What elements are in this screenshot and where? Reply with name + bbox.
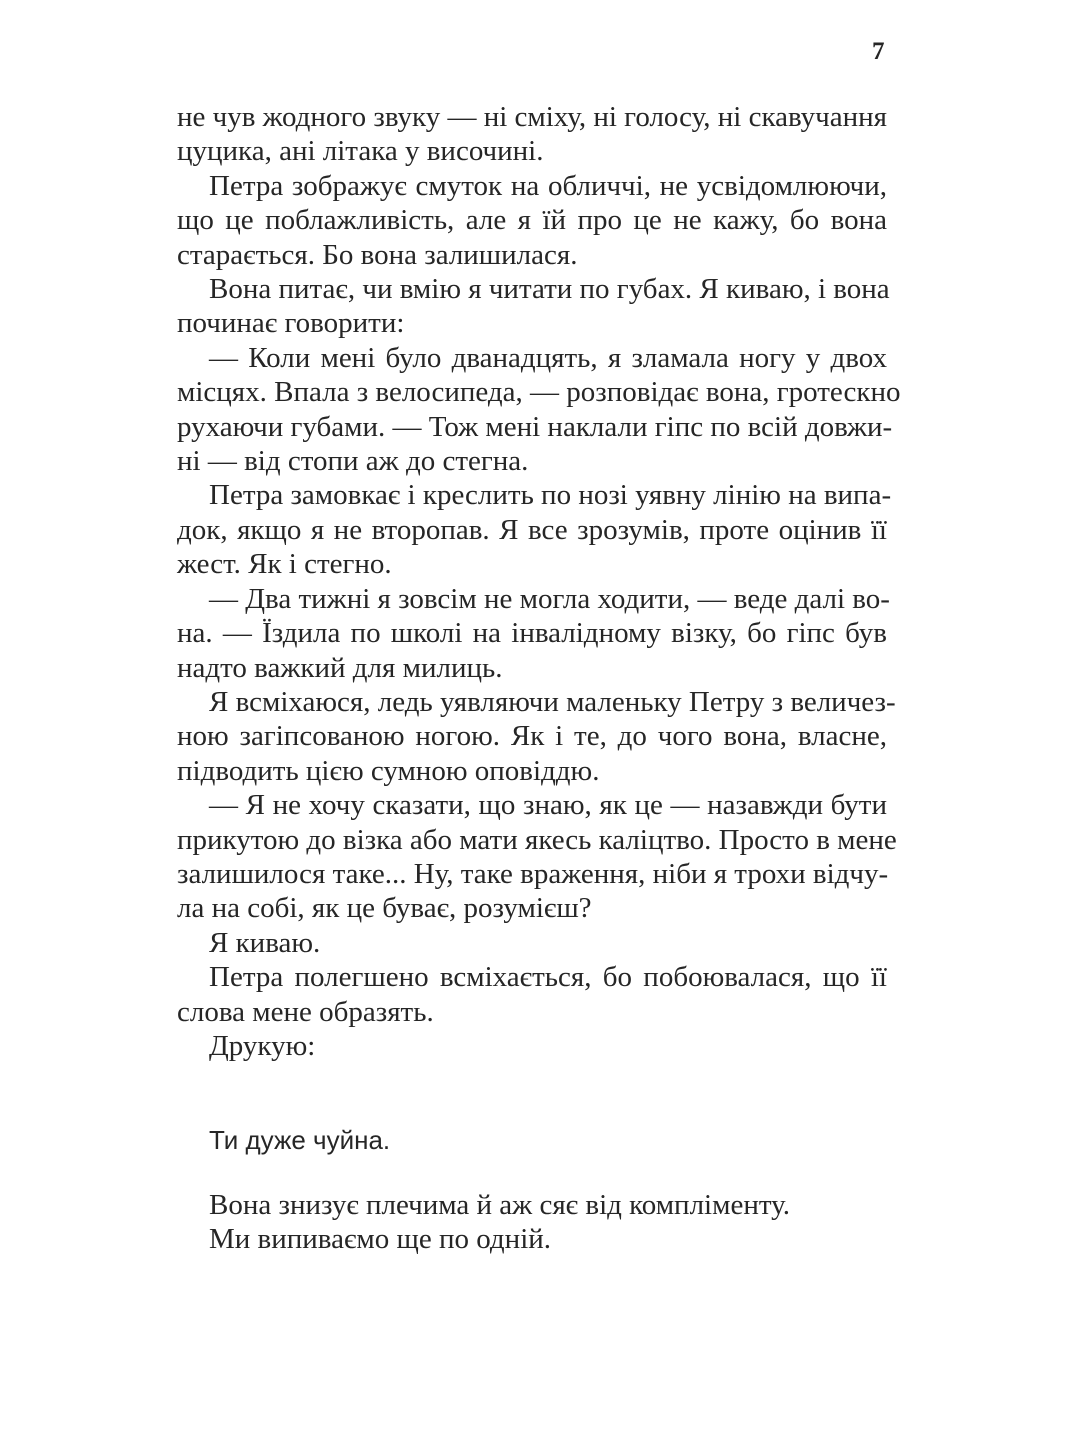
paragraph	[177, 685, 896, 788]
paragraph	[177, 272, 890, 341]
paragraph	[177, 100, 887, 169]
text-line: ла на собі, як це буває, розумієш?	[177, 892, 592, 925]
text-line: жест. Як і стегно.	[177, 548, 392, 581]
closing-paragraph: Ми випиваємо ще по одній.	[209, 1223, 552, 1256]
paragraph	[177, 1029, 887, 1063]
text-line: починає говорити:	[177, 307, 405, 340]
text-line: док, якщо я не второпав. Я все зрозумів, проте оцінив її	[177, 513, 887, 546]
text-line: — Я не хочу сказати, що знаю, як це — назавжди бути	[209, 789, 887, 822]
paragraph	[177, 341, 901, 479]
text-line: — Два тижні я зовсім не могла ходити, — веде далі во-	[209, 582, 890, 615]
text-line: підводить цією сумною оповіддю.	[177, 754, 600, 787]
paragraph	[177, 478, 892, 581]
text-line: рухаючи губами. — Тож мені наклали гіпс по всій довжи-	[177, 410, 893, 443]
text-line: Петра замовкає і креслить по нозі уявну лінію на випа-	[209, 479, 892, 512]
text-line: залишилося таке... Ну, таке враження, ніби я трохи відчу-	[177, 857, 889, 890]
text-line: надто важкий для милиць.	[177, 651, 503, 684]
paragraph	[177, 788, 897, 926]
text-line: місцях. Впала з велосипеда, — розповідає вона, гротескно	[177, 376, 901, 409]
text-line: не чув жодного звуку — ні сміху, ні голосу, ні скавучання	[177, 101, 887, 133]
text-line: Друкую:	[209, 1029, 316, 1062]
text-line: Петра зображує смуток на обличчі, не усвідомлюючи,	[209, 169, 887, 202]
paragraph	[177, 960, 887, 1029]
text-line: що це поблажливість, але я їй про це не кажу, бо вона	[177, 204, 887, 237]
closing-paragraph: Вона знизує плечима й аж сяє від компліменту.	[209, 1189, 790, 1221]
body-text	[177, 100, 901, 1063]
text-line: ні — від стопи аж до стегна.	[177, 445, 529, 478]
typed-message: Ти дуже чуйна.	[209, 1125, 391, 1155]
text-line: на. — Їздила по школі на інвалідному візку, бо гіпс був	[177, 617, 887, 650]
paragraph	[177, 582, 890, 685]
text-line: ною загіпсованою ногою. Як і те, до чого вона, власне,	[177, 720, 887, 753]
text-line: Вона питає, чи вмію я читати по губах. Я киваю, і вона	[209, 273, 890, 306]
text-line: Петра полегшено всміхається, бо побоювалася, що її	[209, 961, 887, 994]
paragraph	[177, 169, 887, 272]
text-line: — Коли мені було дванадцять, я зламала ногу у двох	[209, 341, 887, 374]
text-line: слова мене образять.	[177, 995, 434, 1028]
page-number: 7	[872, 38, 885, 65]
text-line: Я всміхаюся, ледь уявляючи маленьку Петру з величез-	[209, 685, 896, 718]
text-line: прикутою до візка або мати якесь каліцтво. Просто в мене	[177, 823, 897, 856]
text-line: Я киваю.	[209, 926, 321, 959]
text-line: цуцика, ані літака у височині.	[177, 135, 544, 168]
closing-text	[177, 1188, 887, 1257]
text-line: старається. Бо вона залишилася.	[177, 238, 578, 271]
paragraph	[177, 926, 887, 960]
